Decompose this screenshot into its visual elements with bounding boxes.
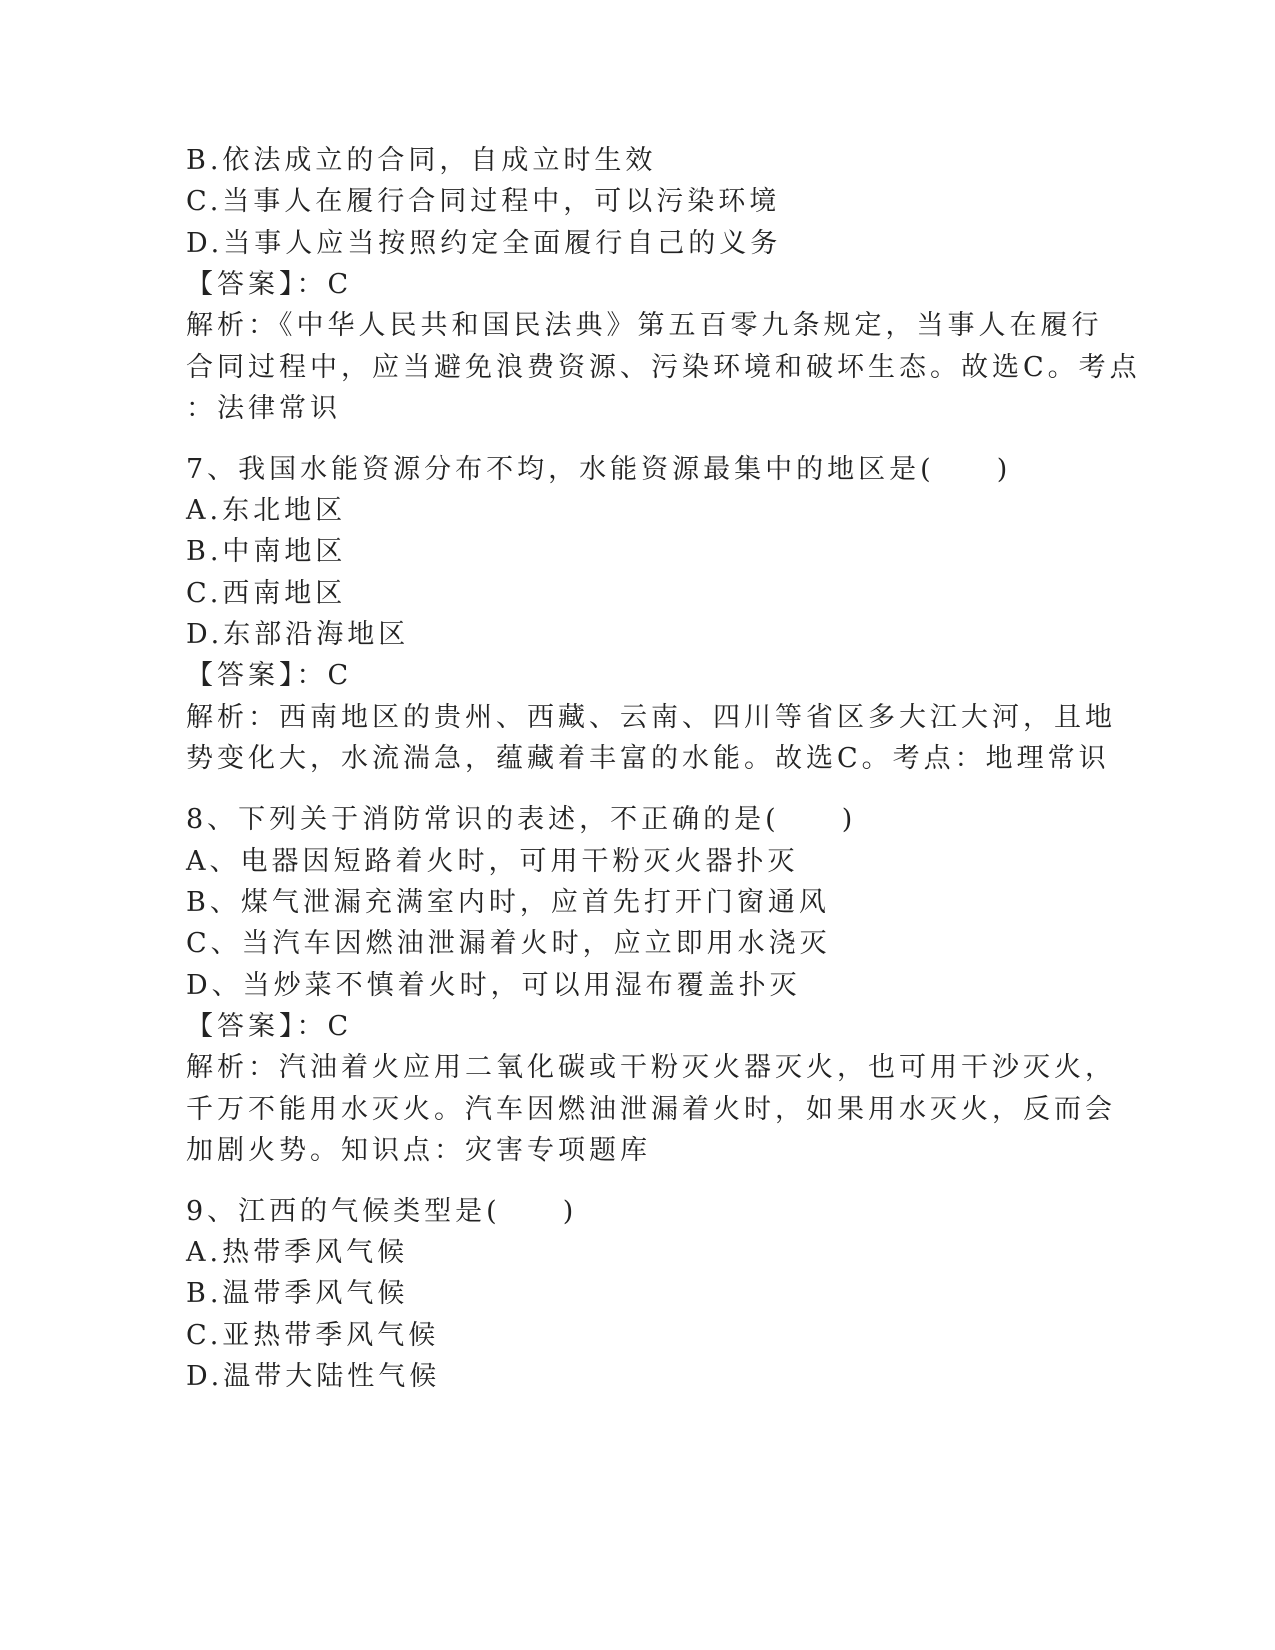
q6-analysis-line-2: 合同过程中，应当避免浪费资源、污染环境和破坏生态。故选C。考点: [186, 352, 1141, 383]
q9-question: 9、江西的气候类型是( ): [186, 1196, 578, 1227]
q7-option-d: D.东部沿海地区: [186, 619, 410, 650]
q8-option-d: D、当炒菜不慎着火时，可以用湿布覆盖扑灭: [186, 970, 801, 1001]
q7-analysis-line-1: 解析：西南地区的贵州、西藏、云南、四川等省区多大江大河，且地: [186, 702, 1116, 733]
q7-option-b: B.中南地区: [186, 536, 347, 567]
q9-option-b: B.温带季风气候: [186, 1278, 409, 1309]
q7-question: 7、我国水能资源分布不均，水能资源最集中的地区是( ): [186, 454, 1012, 485]
q8-answer: 【答案】：C: [186, 1011, 353, 1042]
q6-option-d: D.当事人应当按照约定全面履行自己的义务: [186, 228, 782, 259]
q8-option-b: B、煤气泄漏充满室内时，应首先打开门窗通风: [186, 887, 830, 918]
q9-option-a: A.热带季风气候: [186, 1237, 409, 1268]
q8-analysis-line-2: 千万不能用水灭火。汽车因燃油泄漏着火时，如果用水灭火，反而会: [186, 1094, 1116, 1125]
q8-analysis-line-3: 加剧火势。知识点：灾害专项题库: [186, 1135, 651, 1166]
q7-option-a: A.东北地区: [186, 495, 347, 526]
q6-analysis-line-3: ：法律常识: [186, 393, 341, 424]
q9-option-d: D.温带大陆性气候: [186, 1361, 441, 1392]
q7-answer: 【答案】：C: [186, 660, 353, 691]
q9-option-c: C.亚热带季风气候: [186, 1320, 440, 1351]
q8-option-a: A、电器因短路着火时，可用干粉灭火器扑灭: [186, 846, 799, 877]
q6-analysis-line-1: 解析：《中华人民共和国民法典》第五百零九条规定，当事人在履行: [186, 310, 1103, 341]
q6-option-c: C.当事人在履行合同过程中，可以污染环境: [186, 186, 781, 217]
q8-analysis-line-1: 解析：汽油着火应用二氧化碳或干粉灭火器灭火，也可用干沙灭火，: [186, 1052, 1116, 1083]
q6-option-b: B.依法成立的合同，自成立时生效: [186, 145, 657, 176]
q7-option-c: C.西南地区: [186, 578, 347, 609]
q6-answer: 【答案】：C: [186, 269, 353, 300]
q7-analysis-line-2: 势变化大，水流湍急，蕴藏着丰富的水能。故选C。考点：地理常识: [186, 743, 1110, 774]
q8-option-c: C、当汽车因燃油泄漏着火时，应立即用水浇灭: [186, 928, 831, 959]
q8-question: 8、下列关于消防常识的表述，不正确的是( ): [186, 804, 857, 835]
